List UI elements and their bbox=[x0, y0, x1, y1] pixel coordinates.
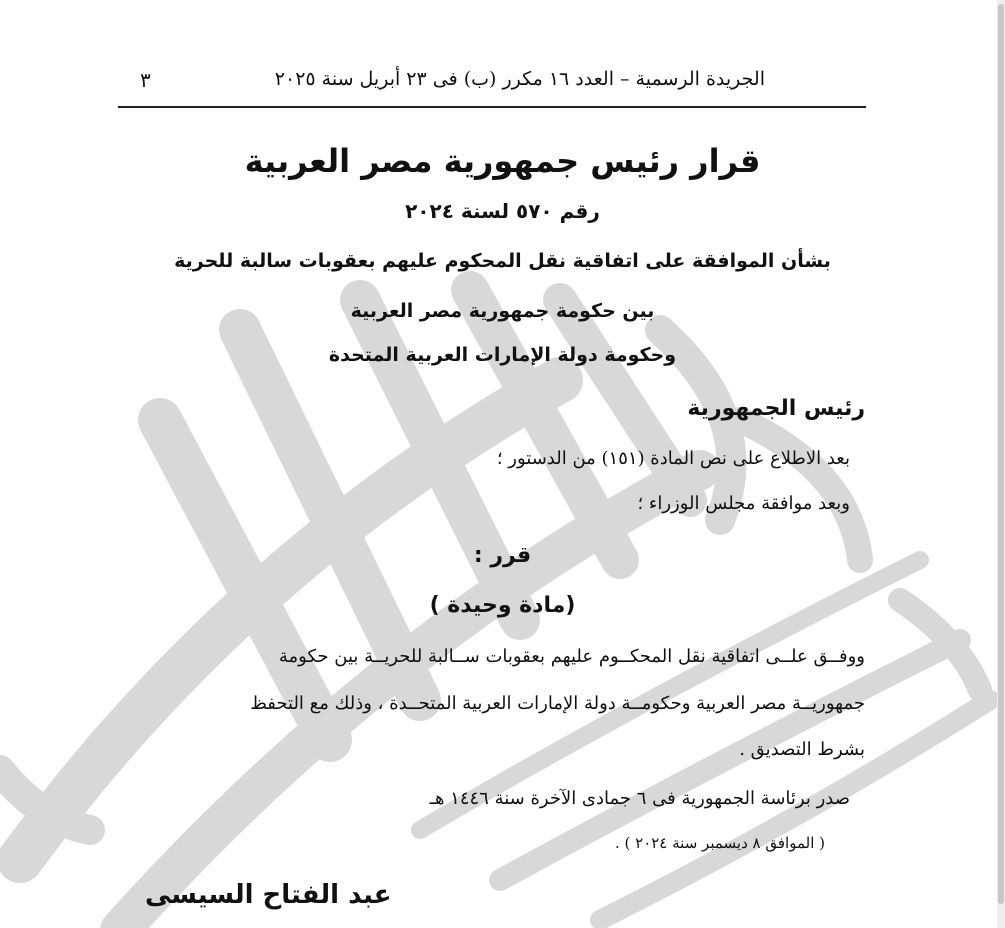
page-number: ٣ bbox=[140, 68, 151, 92]
gregorian-date: ( الموافق ٨ ديسمبر سنة ٢٠٢٤ ) . bbox=[614, 834, 825, 852]
scrollbar[interactable] bbox=[997, 0, 1005, 928]
preamble-line: بعد الاطلاع على نص المادة (١٥١) من الدستور ؛ bbox=[496, 448, 850, 469]
article-body-line: جمهوريــة مصر العربية وحكومــة دولة الإمارات العربية المتحــدة ، وذلك مع التحفظ bbox=[250, 693, 865, 714]
subject-line: وحكومة دولة الإمارات العربية المتحدة bbox=[328, 344, 677, 366]
article-heading: (مادة وحيدة ) bbox=[429, 593, 576, 618]
article-body-line: بشرط التصديق . bbox=[739, 739, 865, 760]
decided-heading: قرر : bbox=[473, 543, 532, 568]
article-body-line: ووفــق علــى اتفاقية نقل المحكــوم عليهم بعقوبات ســالبة للحريــة بين حكومة bbox=[278, 646, 865, 667]
issuing-authority: رئيس الجمهورية bbox=[687, 396, 865, 421]
decree-number: رقم ٥٧٠ لسنة ٢٠٢٤ bbox=[405, 199, 600, 223]
subject-line: بشأن الموافقة على اتفاقية نقل المحكوم عليهم بعقوبات سالبة للحرية bbox=[174, 250, 831, 272]
gazette-header: الجريدة الرسمية – العدد ١٦ مكرر (ب) فى ٢٣ أبريل سنة ٢٠٢٥ bbox=[274, 68, 765, 90]
subject-line: بين حكومة جمهورية مصر العربية bbox=[350, 300, 655, 322]
preamble-line: وبعد موافقة مجلس الوزراء ؛ bbox=[637, 493, 850, 514]
signature: عبد الفتاح السيسى bbox=[145, 880, 392, 910]
header-divider bbox=[118, 106, 866, 108]
issue-date: صدر برئاسة الجمهورية فى ٦ جمادى الآخرة سنة ١٤٤٦ هـ bbox=[429, 788, 850, 809]
scrollbar-thumb[interactable] bbox=[998, 4, 1004, 904]
decree-title: قرار رئيس جمهورية مصر العربية bbox=[244, 142, 761, 180]
